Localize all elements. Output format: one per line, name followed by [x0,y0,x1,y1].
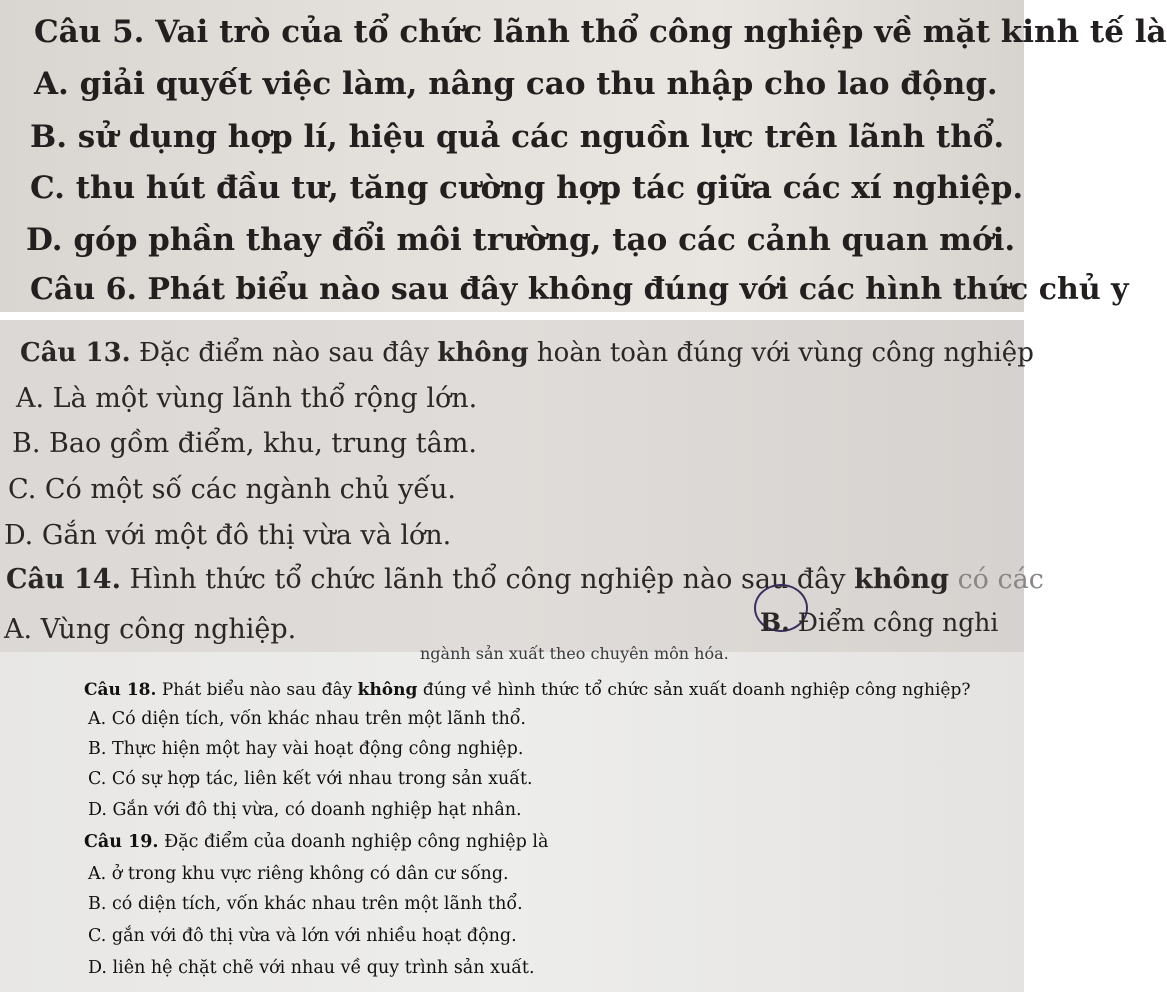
question-18-text-post: đúng về hình thức tổ chức sản xuất doanh nghiệp công nghiệp? [422,680,971,700]
question-14-text-pre: Hình thức tổ chức lãnh thổ công nghiệp nào sau đây [129,564,846,595]
question-6-partial: Câu 6. Phát biểu nào sau đây không đúng với các hình thức chủ y [30,272,1129,307]
question-14-label: Câu 14. [6,564,121,595]
question-14-option-b-text: Điểm công nghi [797,608,999,637]
question-18-emphasis: không [357,680,418,700]
question-14-text-post: có các [957,564,1044,595]
question-19-option-c: C. gắn với đô thị vừa và lớn với nhiều hoạt động. [88,926,517,946]
question-13 [20,338,1034,368]
question-19 [84,832,548,852]
question-13-emphasis: không [437,338,529,368]
question-19-option-a: A. ở trong khu vực riêng không có dân cư sống. [88,864,509,884]
question-14 [6,564,1044,595]
question-5-option-b: B. sử dụng hợp lí, hiệu quả các nguồn lực trên lãnh thổ. [30,119,1005,155]
question-18-option-b: B. Thực hiện một hay vài hoạt động công nghiệp. [88,739,524,759]
question-5-option-a: A. giải quyết việc làm, nâng cao thu nhập cho lao động. [34,66,998,102]
question-14-option-a: A. Vùng công nghiệp. [4,614,297,645]
question-13-option-c: C. Có một số các ngành chủ yếu. [8,474,456,505]
question-5 [34,14,1167,50]
exam-panel-3 [0,644,1024,992]
question-14-emphasis: không [854,564,949,595]
question-13-text-post: hoàn toàn đúng với vùng công nghiệp [536,338,1034,368]
question-13-option-d: D. Gắn với một đô thị vừa và lớn. [4,520,452,551]
question-13-label: Câu 13. [20,338,131,368]
question-18-option-a: A. Có diện tích, vốn khác nhau trên một lãnh thổ. [88,709,526,729]
question-18-option-c: C. Có sự hợp tác, liên kết với nhau trong sản xuất. [88,769,533,789]
question-18-option-d: D. Gắn với đô thị vừa, có doanh nghiệp hạt nhân. [88,800,522,820]
question-5-option-d: D. góp phần thay đổi môi trường, tạo các cảnh quan mới. [26,222,1016,258]
question-18 [84,680,970,700]
question-13-option-a: A. Là một vùng lãnh thổ rộng lớn. [16,383,478,414]
question-14-option-b [760,608,998,637]
question-19-option-d: D. liên hệ chặt chẽ với nhau về quy trình sản xuất. [88,958,535,978]
exam-panel-2 [0,320,1044,652]
question-5-option-c: C. thu hút đầu tư, tăng cường hợp tác giữa các xí nghiệp. [30,170,1024,206]
question-19-option-b: B. có diện tích, vốn khác nhau trên một lãnh thổ. [88,894,523,914]
question-18-text-pre: Phát biểu nào sau đây [161,680,353,700]
question-19-text: Đặc điểm của doanh nghiệp công nghiệp là [164,832,549,852]
cut-off-line: ngành sản xuất theo chuyên môn hóa. [420,644,729,663]
question-5-text: Vai trò của tổ chức lãnh thổ công nghiệp về mặt kinh tế là [155,14,1167,50]
question-13-option-b: B. Bao gồm điểm, khu, trung tâm. [12,428,477,459]
question-19-label: Câu 19. [84,832,159,852]
question-13-text-pre: Đặc điểm nào sau đây [139,338,430,368]
question-5-label: Câu 5. [34,14,145,50]
question-14-option-b-letter: B. [760,608,790,637]
question-18-label: Câu 18. [84,680,157,700]
exam-panel-1 [0,0,1167,312]
